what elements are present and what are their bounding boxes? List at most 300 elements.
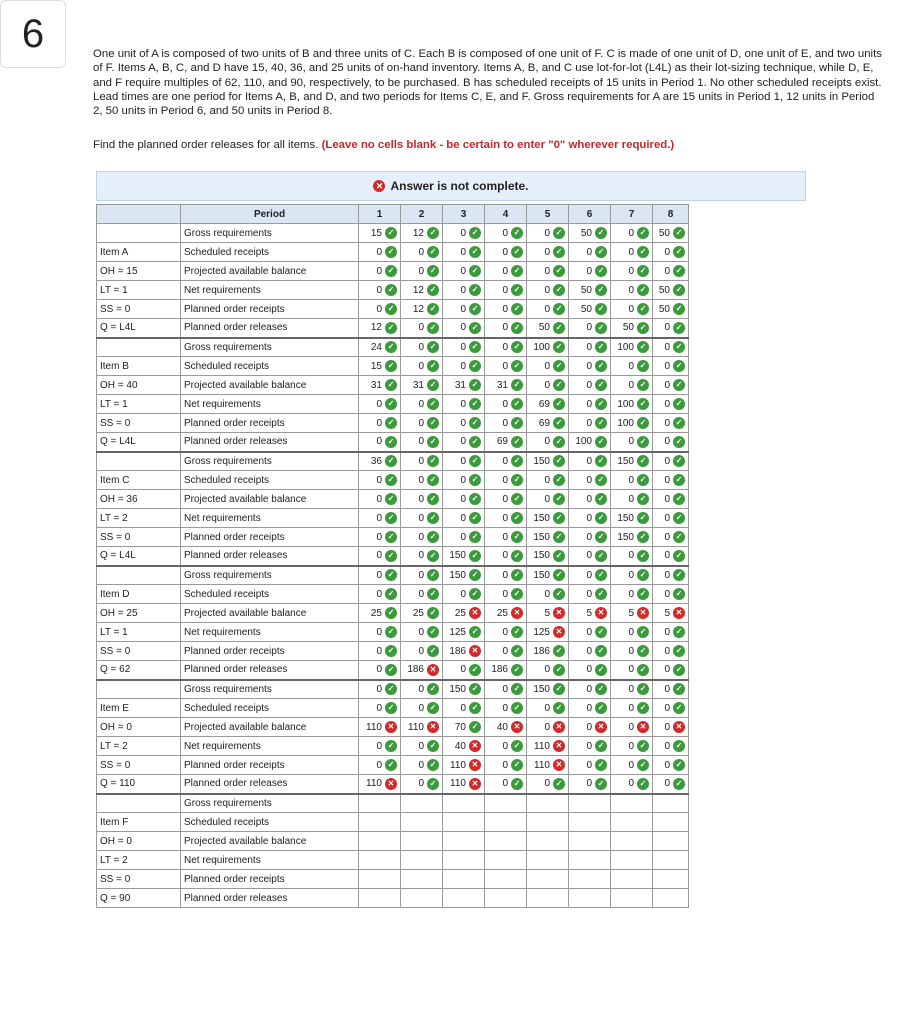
answer-cell[interactable]	[611, 699, 653, 718]
answer-cell[interactable]	[569, 433, 611, 452]
answer-cell[interactable]	[359, 794, 401, 813]
answer-cell[interactable]	[569, 319, 611, 338]
answer-cell[interactable]	[527, 338, 569, 357]
answer-cell[interactable]	[359, 604, 401, 623]
answer-cell[interactable]	[527, 813, 569, 832]
answer-cell[interactable]	[527, 870, 569, 889]
answer-cell[interactable]	[401, 357, 443, 376]
answer-cell[interactable]	[359, 547, 401, 566]
answer-cell[interactable]	[527, 224, 569, 243]
check-circle-icon: ✓	[637, 759, 649, 771]
answer-cell[interactable]	[653, 794, 689, 813]
answer-cell[interactable]	[401, 889, 443, 908]
answer-cell[interactable]	[527, 718, 569, 737]
answer-cell[interactable]	[569, 452, 611, 471]
answer-cell[interactable]	[569, 889, 611, 908]
answer-cell[interactable]	[443, 547, 485, 566]
answer-cell[interactable]	[485, 395, 527, 414]
answer-cell[interactable]	[359, 490, 401, 509]
answer-cell[interactable]	[653, 395, 689, 414]
answer-cell[interactable]	[401, 794, 443, 813]
answer-cell[interactable]	[653, 870, 689, 889]
answer-cell[interactable]	[527, 794, 569, 813]
answer-cell[interactable]	[359, 528, 401, 547]
answer-cell[interactable]	[527, 604, 569, 623]
answer-cell[interactable]	[485, 490, 527, 509]
answer-cell[interactable]	[653, 775, 689, 794]
answer-cell[interactable]	[611, 851, 653, 870]
answer-cell[interactable]	[569, 642, 611, 661]
answer-cell[interactable]	[359, 585, 401, 604]
answer-cell[interactable]	[611, 243, 653, 262]
answer-cell[interactable]	[611, 775, 653, 794]
answer-cell[interactable]	[653, 585, 689, 604]
answer-cell[interactable]	[401, 642, 443, 661]
answer-cell[interactable]	[443, 281, 485, 300]
answer-cell[interactable]	[485, 357, 527, 376]
answer-cell[interactable]	[569, 357, 611, 376]
answer-cell[interactable]	[611, 433, 653, 452]
answer-cell[interactable]	[527, 699, 569, 718]
answer-cell[interactable]	[401, 547, 443, 566]
answer-cell[interactable]	[485, 452, 527, 471]
answer-cell[interactable]	[569, 243, 611, 262]
answer-cell[interactable]	[611, 452, 653, 471]
answer-cell[interactable]	[569, 414, 611, 433]
answer-cell[interactable]	[401, 471, 443, 490]
answer-cell[interactable]	[527, 243, 569, 262]
answer-cell[interactable]	[611, 224, 653, 243]
answer-cell[interactable]	[359, 851, 401, 870]
answer-cell[interactable]	[569, 338, 611, 357]
answer-cell[interactable]	[527, 585, 569, 604]
answer-cell[interactable]	[401, 832, 443, 851]
answer-cell[interactable]	[653, 509, 689, 528]
answer-cell[interactable]	[527, 832, 569, 851]
answer-cell[interactable]	[611, 490, 653, 509]
answer-cell[interactable]	[401, 699, 443, 718]
answer-cell[interactable]	[653, 699, 689, 718]
answer-cell[interactable]	[359, 319, 401, 338]
answer-cell[interactable]	[359, 243, 401, 262]
answer-cell[interactable]	[401, 224, 443, 243]
answer-cell[interactable]	[653, 642, 689, 661]
answer-cell[interactable]	[569, 718, 611, 737]
answer-cell[interactable]	[359, 813, 401, 832]
answer-cell[interactable]	[611, 357, 653, 376]
answer-cell[interactable]	[443, 376, 485, 395]
answer-cell[interactable]	[485, 642, 527, 661]
answer-cell[interactable]	[611, 395, 653, 414]
answer-cell[interactable]	[569, 623, 611, 642]
answer-cell[interactable]	[653, 262, 689, 281]
answer-cell[interactable]	[359, 718, 401, 737]
answer-cell[interactable]	[653, 300, 689, 319]
answer-cell[interactable]	[527, 566, 569, 585]
answer-cell[interactable]	[485, 300, 527, 319]
answer-cell[interactable]	[485, 718, 527, 737]
answer-cell[interactable]	[527, 300, 569, 319]
answer-cell[interactable]	[401, 623, 443, 642]
answer-cell[interactable]	[653, 414, 689, 433]
cell-value: 0	[376, 759, 382, 771]
answer-cell[interactable]	[443, 414, 485, 433]
answer-cell[interactable]	[569, 224, 611, 243]
answer-cell[interactable]	[485, 604, 527, 623]
answer-cell[interactable]	[653, 281, 689, 300]
answer-cell[interactable]	[611, 623, 653, 642]
answer-cell[interactable]	[443, 509, 485, 528]
answer-cell[interactable]	[569, 566, 611, 585]
answer-cell[interactable]	[569, 490, 611, 509]
answer-cell[interactable]	[527, 452, 569, 471]
answer-cell[interactable]	[485, 414, 527, 433]
answer-cell[interactable]	[485, 813, 527, 832]
answer-cell[interactable]	[485, 376, 527, 395]
answer-cell[interactable]	[443, 832, 485, 851]
answer-cell[interactable]	[485, 471, 527, 490]
answer-cell[interactable]	[443, 262, 485, 281]
answer-cell[interactable]	[401, 813, 443, 832]
answer-cell[interactable]	[485, 528, 527, 547]
answer-cell[interactable]	[485, 224, 527, 243]
answer-cell[interactable]	[611, 528, 653, 547]
answer-cell[interactable]	[443, 737, 485, 756]
answer-cell[interactable]	[359, 870, 401, 889]
answer-cell[interactable]	[443, 623, 485, 642]
answer-cell[interactable]	[443, 338, 485, 357]
answer-cell[interactable]	[611, 813, 653, 832]
answer-cell[interactable]	[359, 224, 401, 243]
answer-cell[interactable]	[611, 661, 653, 680]
x-circle-icon: ✕	[673, 607, 685, 619]
answer-cell[interactable]	[653, 851, 689, 870]
answer-cell[interactable]	[401, 756, 443, 775]
answer-cell[interactable]	[359, 699, 401, 718]
answer-cell[interactable]	[611, 604, 653, 623]
check-circle-icon: ✓	[469, 360, 481, 372]
answer-cell[interactable]	[443, 661, 485, 680]
answer-cell[interactable]	[569, 376, 611, 395]
answer-cell[interactable]	[443, 319, 485, 338]
answer-cell[interactable]	[653, 832, 689, 851]
answer-cell[interactable]	[443, 680, 485, 699]
check-circle-icon: ✓	[385, 740, 397, 752]
answer-cell[interactable]	[611, 319, 653, 338]
answer-cell[interactable]	[653, 224, 689, 243]
answer-cell[interactable]	[653, 338, 689, 357]
answer-cell[interactable]	[485, 661, 527, 680]
answer-cell[interactable]	[485, 737, 527, 756]
answer-cell[interactable]	[569, 395, 611, 414]
answer-cell[interactable]	[611, 471, 653, 490]
answer-cell[interactable]	[485, 889, 527, 908]
answer-cell[interactable]	[401, 585, 443, 604]
answer-cell[interactable]	[443, 452, 485, 471]
answer-cell[interactable]	[611, 889, 653, 908]
answer-cell[interactable]	[359, 452, 401, 471]
answer-cell[interactable]	[359, 433, 401, 452]
answer-cell[interactable]	[443, 566, 485, 585]
answer-cell[interactable]	[485, 433, 527, 452]
check-circle-icon: ✓	[427, 246, 439, 258]
answer-cell[interactable]	[653, 889, 689, 908]
answer-cell[interactable]	[443, 490, 485, 509]
answer-cell[interactable]	[401, 376, 443, 395]
answer-cell[interactable]	[485, 699, 527, 718]
answer-cell[interactable]	[653, 357, 689, 376]
answer-cell[interactable]	[443, 699, 485, 718]
answer-cell[interactable]	[653, 433, 689, 452]
answer-cell[interactable]	[653, 528, 689, 547]
answer-cell[interactable]	[653, 756, 689, 775]
answer-cell[interactable]	[569, 509, 611, 528]
answer-cell[interactable]	[485, 870, 527, 889]
answer-cell[interactable]	[569, 775, 611, 794]
answer-cell[interactable]	[443, 585, 485, 604]
answer-cell[interactable]	[569, 851, 611, 870]
answer-cell[interactable]	[359, 775, 401, 794]
answer-cell[interactable]	[401, 870, 443, 889]
answer-cell[interactable]	[569, 737, 611, 756]
answer-cell[interactable]	[569, 699, 611, 718]
answer-cell[interactable]	[359, 661, 401, 680]
answer-cell[interactable]	[401, 395, 443, 414]
answer-cell[interactable]	[359, 623, 401, 642]
answer-cell[interactable]	[527, 737, 569, 756]
answer-cell[interactable]	[485, 338, 527, 357]
check-circle-icon: ✓	[595, 398, 607, 410]
answer-cell[interactable]	[443, 756, 485, 775]
answer-cell[interactable]	[485, 680, 527, 699]
answer-cell[interactable]	[359, 737, 401, 756]
answer-cell[interactable]	[359, 509, 401, 528]
answer-cell[interactable]	[569, 281, 611, 300]
answer-cell[interactable]	[653, 376, 689, 395]
answer-cell[interactable]	[527, 471, 569, 490]
answer-cell[interactable]	[443, 794, 485, 813]
answer-cell[interactable]	[527, 642, 569, 661]
answer-cell[interactable]	[401, 300, 443, 319]
answer-cell[interactable]	[443, 357, 485, 376]
answer-cell[interactable]	[527, 528, 569, 547]
answer-cell[interactable]	[653, 490, 689, 509]
answer-cell[interactable]	[611, 585, 653, 604]
answer-cell[interactable]	[569, 262, 611, 281]
answer-cell[interactable]	[443, 300, 485, 319]
answer-cell[interactable]	[611, 756, 653, 775]
answer-cell[interactable]	[653, 452, 689, 471]
answer-cell[interactable]	[401, 490, 443, 509]
answer-cell[interactable]	[611, 262, 653, 281]
answer-cell[interactable]	[611, 547, 653, 566]
answer-cell[interactable]	[611, 281, 653, 300]
answer-cell[interactable]	[527, 490, 569, 509]
answer-cell[interactable]	[359, 376, 401, 395]
answer-cell[interactable]	[485, 756, 527, 775]
answer-cell[interactable]	[611, 414, 653, 433]
check-circle-icon: ✓	[511, 759, 523, 771]
answer-cell[interactable]	[443, 604, 485, 623]
answer-cell[interactable]	[527, 661, 569, 680]
answer-cell[interactable]	[359, 414, 401, 433]
answer-cell[interactable]	[401, 414, 443, 433]
answer-cell[interactable]	[485, 794, 527, 813]
answer-cell[interactable]	[359, 395, 401, 414]
answer-cell[interactable]	[611, 300, 653, 319]
answer-cell[interactable]	[527, 889, 569, 908]
answer-cell[interactable]	[401, 528, 443, 547]
answer-cell[interactable]	[527, 851, 569, 870]
answer-cell[interactable]	[611, 718, 653, 737]
answer-cell[interactable]	[485, 509, 527, 528]
answer-cell[interactable]	[653, 319, 689, 338]
answer-cell[interactable]	[611, 338, 653, 357]
answer-cell[interactable]	[485, 623, 527, 642]
answer-cell[interactable]	[401, 604, 443, 623]
answer-cell[interactable]	[401, 338, 443, 357]
answer-cell[interactable]	[569, 300, 611, 319]
answer-cell[interactable]	[611, 680, 653, 699]
answer-cell[interactable]	[569, 471, 611, 490]
answer-cell[interactable]	[485, 547, 527, 566]
answer-cell[interactable]	[653, 547, 689, 566]
answer-cell[interactable]	[527, 414, 569, 433]
answer-cell[interactable]	[401, 680, 443, 699]
answer-cell[interactable]	[401, 433, 443, 452]
answer-cell[interactable]	[527, 547, 569, 566]
answer-cell[interactable]	[653, 243, 689, 262]
answer-cell[interactable]	[443, 642, 485, 661]
answer-cell[interactable]	[359, 756, 401, 775]
answer-cell[interactable]	[485, 566, 527, 585]
answer-cell[interactable]	[359, 680, 401, 699]
answer-cell[interactable]	[443, 528, 485, 547]
answer-cell[interactable]	[401, 775, 443, 794]
answer-cell[interactable]	[443, 243, 485, 262]
answer-cell[interactable]	[443, 870, 485, 889]
answer-cell[interactable]	[443, 395, 485, 414]
answer-cell[interactable]	[485, 832, 527, 851]
answer-cell[interactable]	[527, 433, 569, 452]
answer-cell[interactable]	[401, 737, 443, 756]
answer-cell[interactable]	[653, 813, 689, 832]
answer-cell[interactable]	[611, 870, 653, 889]
answer-cell[interactable]	[359, 357, 401, 376]
answer-cell[interactable]	[485, 585, 527, 604]
answer-cell[interactable]	[611, 376, 653, 395]
answer-cell[interactable]	[401, 262, 443, 281]
answer-cell[interactable]	[359, 281, 401, 300]
answer-cell[interactable]	[443, 718, 485, 737]
answer-cell[interactable]	[401, 452, 443, 471]
answer-cell[interactable]	[443, 775, 485, 794]
answer-cell[interactable]	[569, 756, 611, 775]
answer-cell[interactable]	[359, 642, 401, 661]
answer-cell[interactable]	[569, 680, 611, 699]
answer-cell[interactable]	[569, 547, 611, 566]
answer-cell[interactable]	[443, 813, 485, 832]
answer-cell[interactable]	[359, 300, 401, 319]
answer-cell[interactable]	[569, 661, 611, 680]
answer-cell[interactable]	[443, 224, 485, 243]
answer-cell[interactable]	[527, 281, 569, 300]
answer-cell[interactable]	[401, 718, 443, 737]
answer-cell[interactable]	[569, 585, 611, 604]
answer-cell[interactable]	[611, 794, 653, 813]
answer-cell[interactable]	[443, 433, 485, 452]
answer-cell[interactable]	[527, 395, 569, 414]
answer-cell[interactable]	[401, 243, 443, 262]
answer-cell[interactable]	[653, 737, 689, 756]
answer-cell[interactable]	[653, 604, 689, 623]
answer-cell[interactable]	[359, 471, 401, 490]
answer-cell[interactable]	[401, 661, 443, 680]
answer-cell[interactable]	[359, 338, 401, 357]
answer-cell[interactable]	[359, 566, 401, 585]
answer-cell[interactable]	[653, 623, 689, 642]
answer-cell[interactable]	[359, 889, 401, 908]
answer-cell[interactable]	[527, 775, 569, 794]
answer-cell[interactable]	[485, 851, 527, 870]
answer-cell[interactable]	[359, 832, 401, 851]
cell-value: 5	[664, 607, 670, 619]
answer-cell[interactable]	[359, 262, 401, 281]
answer-cell[interactable]	[653, 566, 689, 585]
answer-cell[interactable]	[527, 319, 569, 338]
answer-cell[interactable]	[611, 642, 653, 661]
answer-cell[interactable]	[527, 756, 569, 775]
answer-cell[interactable]	[401, 509, 443, 528]
answer-cell[interactable]	[527, 262, 569, 281]
answer-cell[interactable]	[569, 832, 611, 851]
cell-value: 25	[454, 607, 466, 619]
answer-cell[interactable]	[485, 243, 527, 262]
answer-cell[interactable]	[611, 737, 653, 756]
answer-cell[interactable]	[653, 661, 689, 680]
answer-cell[interactable]	[611, 509, 653, 528]
answer-cell[interactable]	[443, 889, 485, 908]
cell-value: 31	[496, 379, 508, 391]
answer-cell[interactable]	[653, 471, 689, 490]
answer-cell[interactable]	[527, 376, 569, 395]
answer-cell[interactable]	[485, 281, 527, 300]
answer-cell[interactable]	[443, 471, 485, 490]
answer-cell[interactable]	[569, 813, 611, 832]
answer-cell[interactable]	[485, 262, 527, 281]
answer-cell[interactable]	[653, 680, 689, 699]
answer-cell[interactable]	[401, 851, 443, 870]
answer-cell[interactable]	[653, 718, 689, 737]
answer-cell[interactable]	[401, 566, 443, 585]
answer-cell[interactable]	[485, 319, 527, 338]
answer-cell[interactable]	[569, 794, 611, 813]
answer-cell[interactable]	[527, 357, 569, 376]
answer-cell[interactable]	[569, 870, 611, 889]
answer-cell[interactable]	[401, 281, 443, 300]
answer-cell[interactable]	[569, 604, 611, 623]
answer-cell[interactable]	[527, 623, 569, 642]
answer-cell[interactable]	[527, 509, 569, 528]
answer-cell[interactable]	[485, 775, 527, 794]
answer-cell[interactable]	[611, 566, 653, 585]
answer-cell[interactable]	[443, 851, 485, 870]
answer-cell[interactable]	[527, 680, 569, 699]
answer-cell[interactable]	[569, 528, 611, 547]
cell-value: 0	[544, 664, 550, 676]
answer-cell[interactable]	[611, 832, 653, 851]
answer-cell[interactable]	[401, 319, 443, 338]
